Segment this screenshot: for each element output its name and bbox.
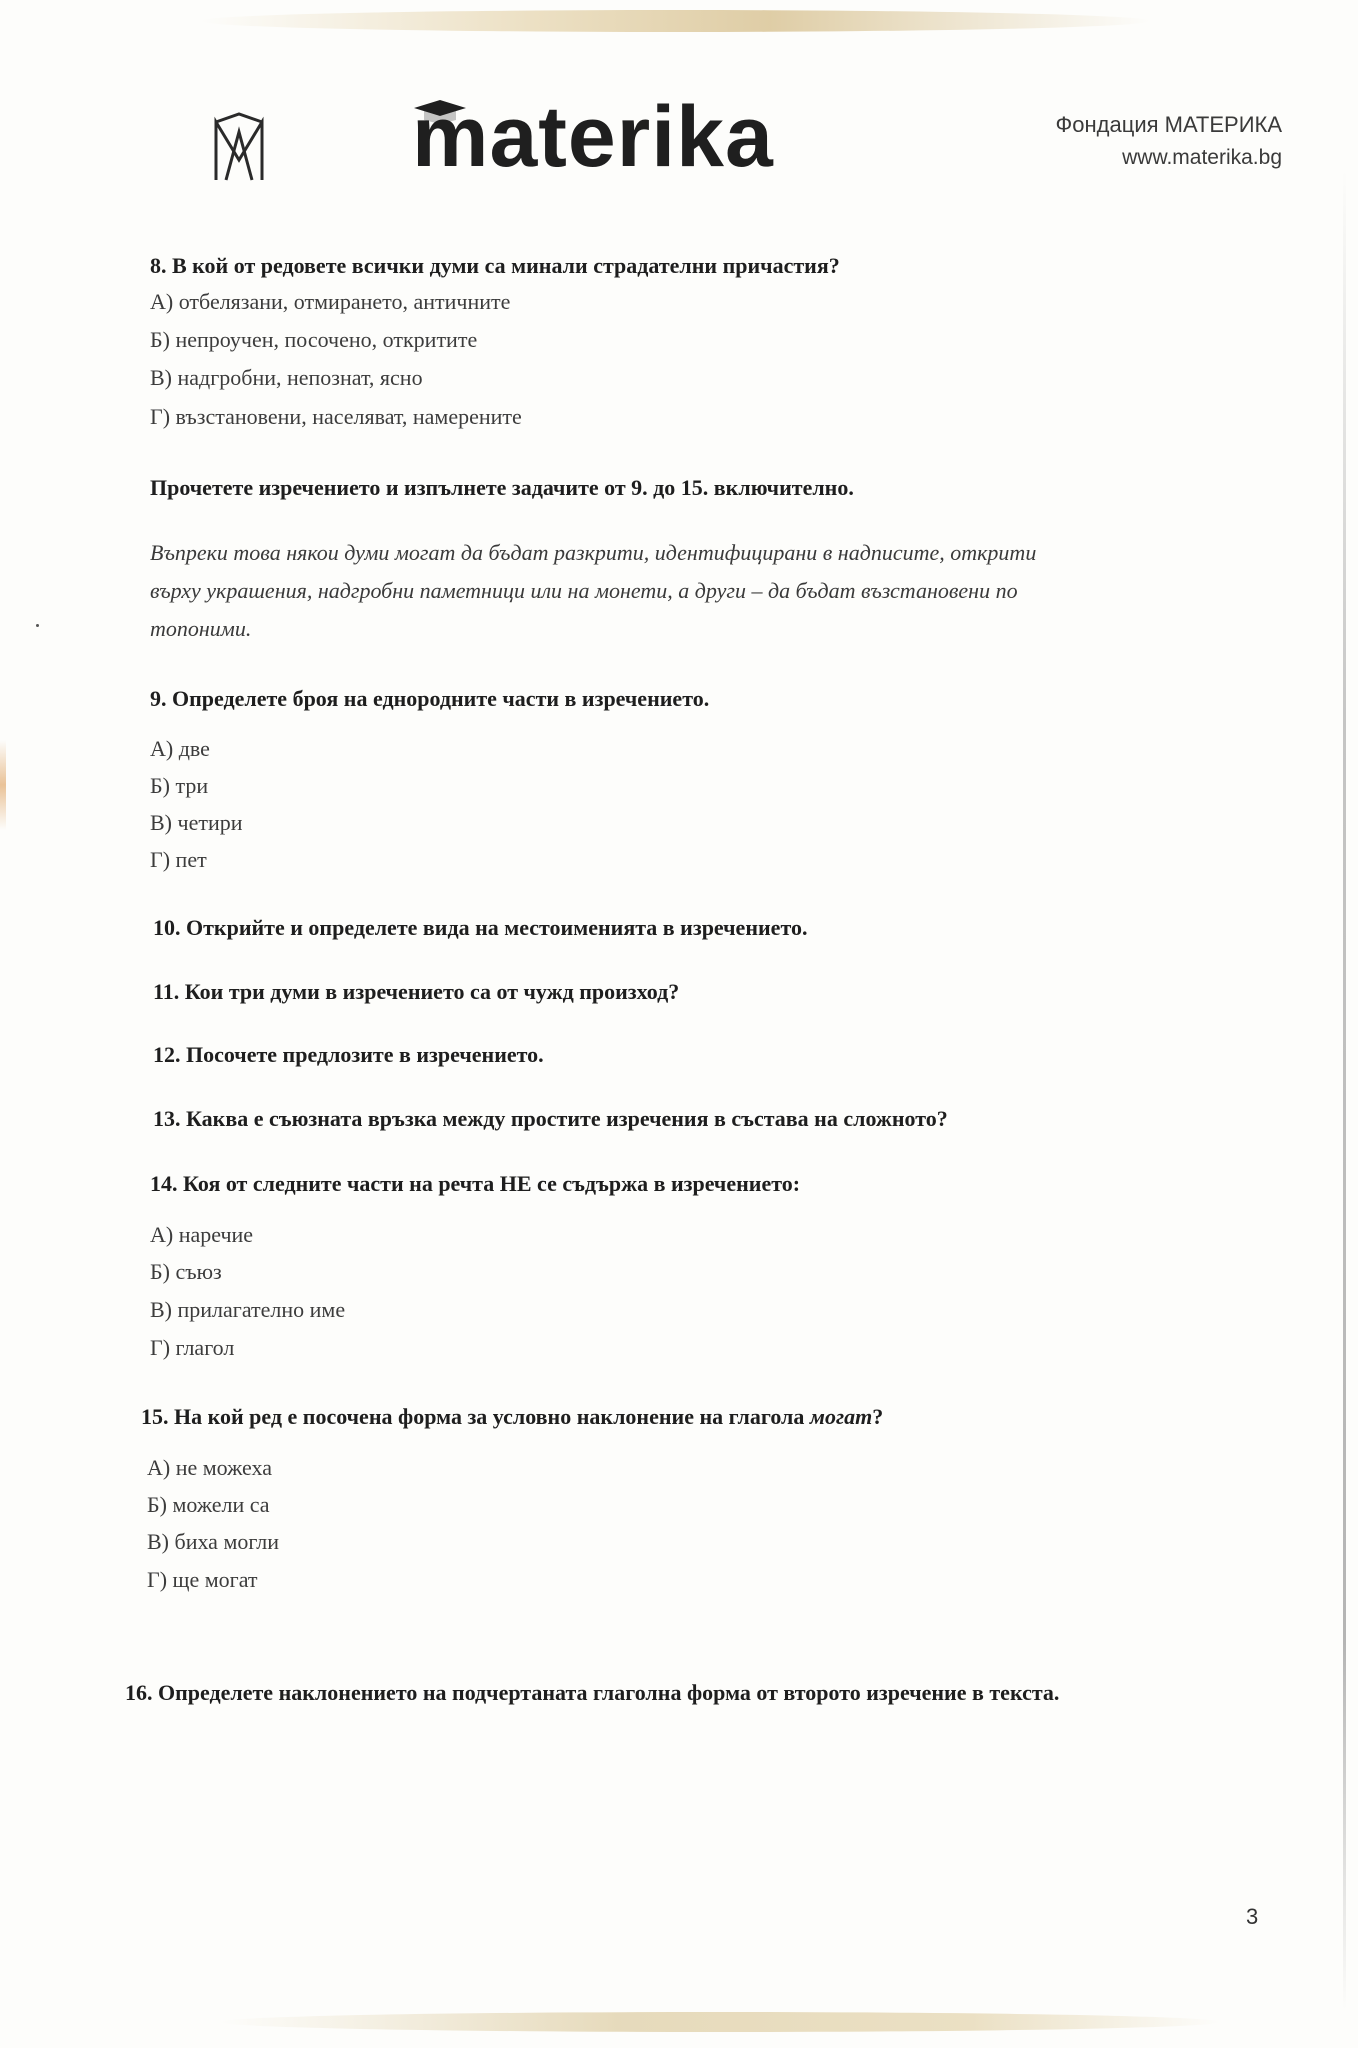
question-8: 8. В кой от редовете всички думи са минали страдателни причастия? — [150, 253, 840, 278]
foundation-info — [1056, 112, 1282, 170]
q15-verb: могат — [809, 1404, 873, 1429]
q15-text: 15. На кой ред е посочена форма за условно наклонение на глагола — [141, 1404, 810, 1429]
question-13: 13. Каква е съюзната връзка между простите изречения в състава на сложното? — [153, 1106, 948, 1131]
question-15 — [141, 1406, 883, 1428]
q9-option-b: Б) три — [150, 773, 209, 798]
q14-option-c: В) прилагателно име — [150, 1297, 346, 1322]
q15-option-d: Г) ще могат — [147, 1567, 258, 1592]
page-number: 3 — [1246, 1904, 1259, 1929]
question-16: 16. Определете наклонението на подчертаната глаголна форма от второто изречение в текста. — [125, 1680, 1060, 1705]
q15-option-c: В) биха могли — [147, 1529, 280, 1554]
question-12: 12. Посочете предлозите в изречението. — [153, 1042, 544, 1067]
q14-option-d: Г) глагол — [150, 1335, 235, 1360]
materika-logo: materika — [412, 89, 774, 185]
q9-option-c: В) четири — [150, 810, 243, 835]
q14-option-b: Б) съюз — [150, 1259, 222, 1284]
foundation-name: Фондация МАТЕРИКА — [1055, 112, 1282, 137]
q15-option-a: А) не можеха — [147, 1455, 272, 1480]
question-14: 14. Коя от следните части на речта НЕ се съдържа в изречението: — [150, 1171, 801, 1196]
scan-edge-left — [0, 740, 6, 830]
scan-edge-bottom — [220, 2012, 1220, 2032]
q9-option-d: Г) пет — [150, 847, 207, 872]
q8-option-b: Б) непроучен, посочено, откритите — [150, 327, 478, 352]
scan-edge-top — [200, 10, 1150, 32]
question-9: 9. Определете броя на еднородните части в изречението. — [150, 686, 710, 711]
q8-option-a: А) отбелязани, отмирането, античните — [150, 289, 511, 314]
foundation-website: www.materika.bg — [1122, 146, 1282, 169]
q8-option-d: Г) възстановени, населяват, намерените — [150, 404, 522, 429]
passage-line-3: топоними. — [150, 616, 252, 641]
materika-emblem-icon — [212, 112, 266, 182]
scan-speck — [36, 624, 39, 627]
q15-end: ? — [872, 1404, 884, 1429]
scan-edge-right — [1343, 170, 1346, 2010]
passage-line-1: Въпреки това някои думи могат да бъдат разкрити, идентифицирани в надписите, открити — [150, 540, 1037, 565]
task-instruction: Прочетете изречението и изпълнете задачите от 9. до 15. включително. — [150, 475, 854, 500]
q15-option-b: Б) можели са — [147, 1492, 270, 1517]
passage-line-2: върху украшения, надгробни паметници или на монети, а други – да бъдат възстановени по — [150, 578, 1018, 603]
q14-option-a: А) наречие — [150, 1222, 254, 1247]
question-10: 10. Открийте и определете вида на местоименията в изречението. — [153, 915, 808, 940]
question-11: 11. Кои три думи в изречението са от чужд произход? — [153, 979, 680, 1004]
q9-option-a: А) две — [150, 736, 210, 761]
q8-option-c: В) надгробни, непознат, ясно — [150, 365, 423, 390]
